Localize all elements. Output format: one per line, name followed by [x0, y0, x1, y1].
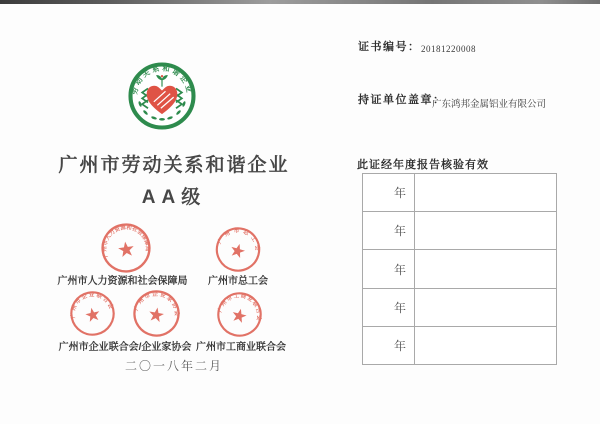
annual-verification-heading: 此证经年度报告核验有效 [357, 159, 489, 171]
table-row [363, 289, 556, 327]
logo-arc-text: 劳动关系和谐企业 [129, 63, 195, 96]
seal-enterprise-federation [60, 285, 126, 343]
seal-caption-trade-union: 广州市总工会 [208, 276, 268, 287]
seal-arc-text: 广州市企业家协会 [133, 291, 180, 318]
table-row [363, 174, 556, 212]
scan-edge-artifact [0, 0, 600, 4]
table-row [363, 212, 556, 250]
empty-cell [415, 250, 556, 287]
issue-date: 二〇一八年二月 [124, 359, 223, 373]
empty-cell [415, 289, 556, 326]
year-cell: 年 [363, 174, 415, 211]
seal-trade-union [204, 219, 273, 280]
certificate-title-line1: 广州市劳动关系和谐企业 [58, 155, 290, 176]
certificate-number-label: 证书编号： [358, 41, 421, 53]
year-cell: 年 [363, 327, 415, 364]
seal-federation-industry-commerce [205, 285, 274, 345]
seal-arc-text: 广州市企业联合会 [70, 292, 115, 319]
table-row [363, 327, 556, 364]
seal-human-resources-bureau [90, 218, 163, 279]
seal-caption-enterprise-federation: 广州市企业联合会/企业家协会 [58, 342, 192, 353]
year-cell: 年 [363, 212, 415, 249]
year-cell: 年 [363, 289, 415, 326]
year-cell: 年 [363, 250, 415, 287]
seal-caption-industry-commerce: 广州市工商业联合会 [196, 342, 286, 353]
seal-arc-text: 广州市总工会 [216, 228, 260, 255]
harmony-enterprise-logo-icon [127, 61, 197, 131]
empty-cell [415, 212, 556, 249]
empty-cell [415, 174, 556, 211]
seal-arc-text: 广州市工商业联合会 [217, 293, 262, 323]
star-icon [231, 307, 248, 324]
star-icon [148, 306, 165, 322]
logo-emblem-icon [127, 61, 197, 131]
star-icon [84, 306, 101, 322]
certificate-grade: AA级 [141, 187, 207, 208]
star-icon [117, 240, 135, 257]
certificate-number-value: 20181220008 [421, 44, 476, 54]
star-icon [229, 242, 246, 259]
table-row [363, 250, 556, 288]
annual-verification-table [362, 173, 557, 365]
empty-cell [415, 327, 556, 364]
seal-caption-human-resources: 广州市人力资源和社会保障局 [57, 276, 188, 287]
seal-arc-text: 广州市人力资源和社会保障局 [102, 225, 151, 259]
holder-unit-label: 持证单位盖章： [358, 94, 446, 106]
seal-entrepreneurs-association [122, 284, 191, 343]
holder-unit-name: 广东鸿邦金属铝业有限公司 [432, 100, 547, 110]
